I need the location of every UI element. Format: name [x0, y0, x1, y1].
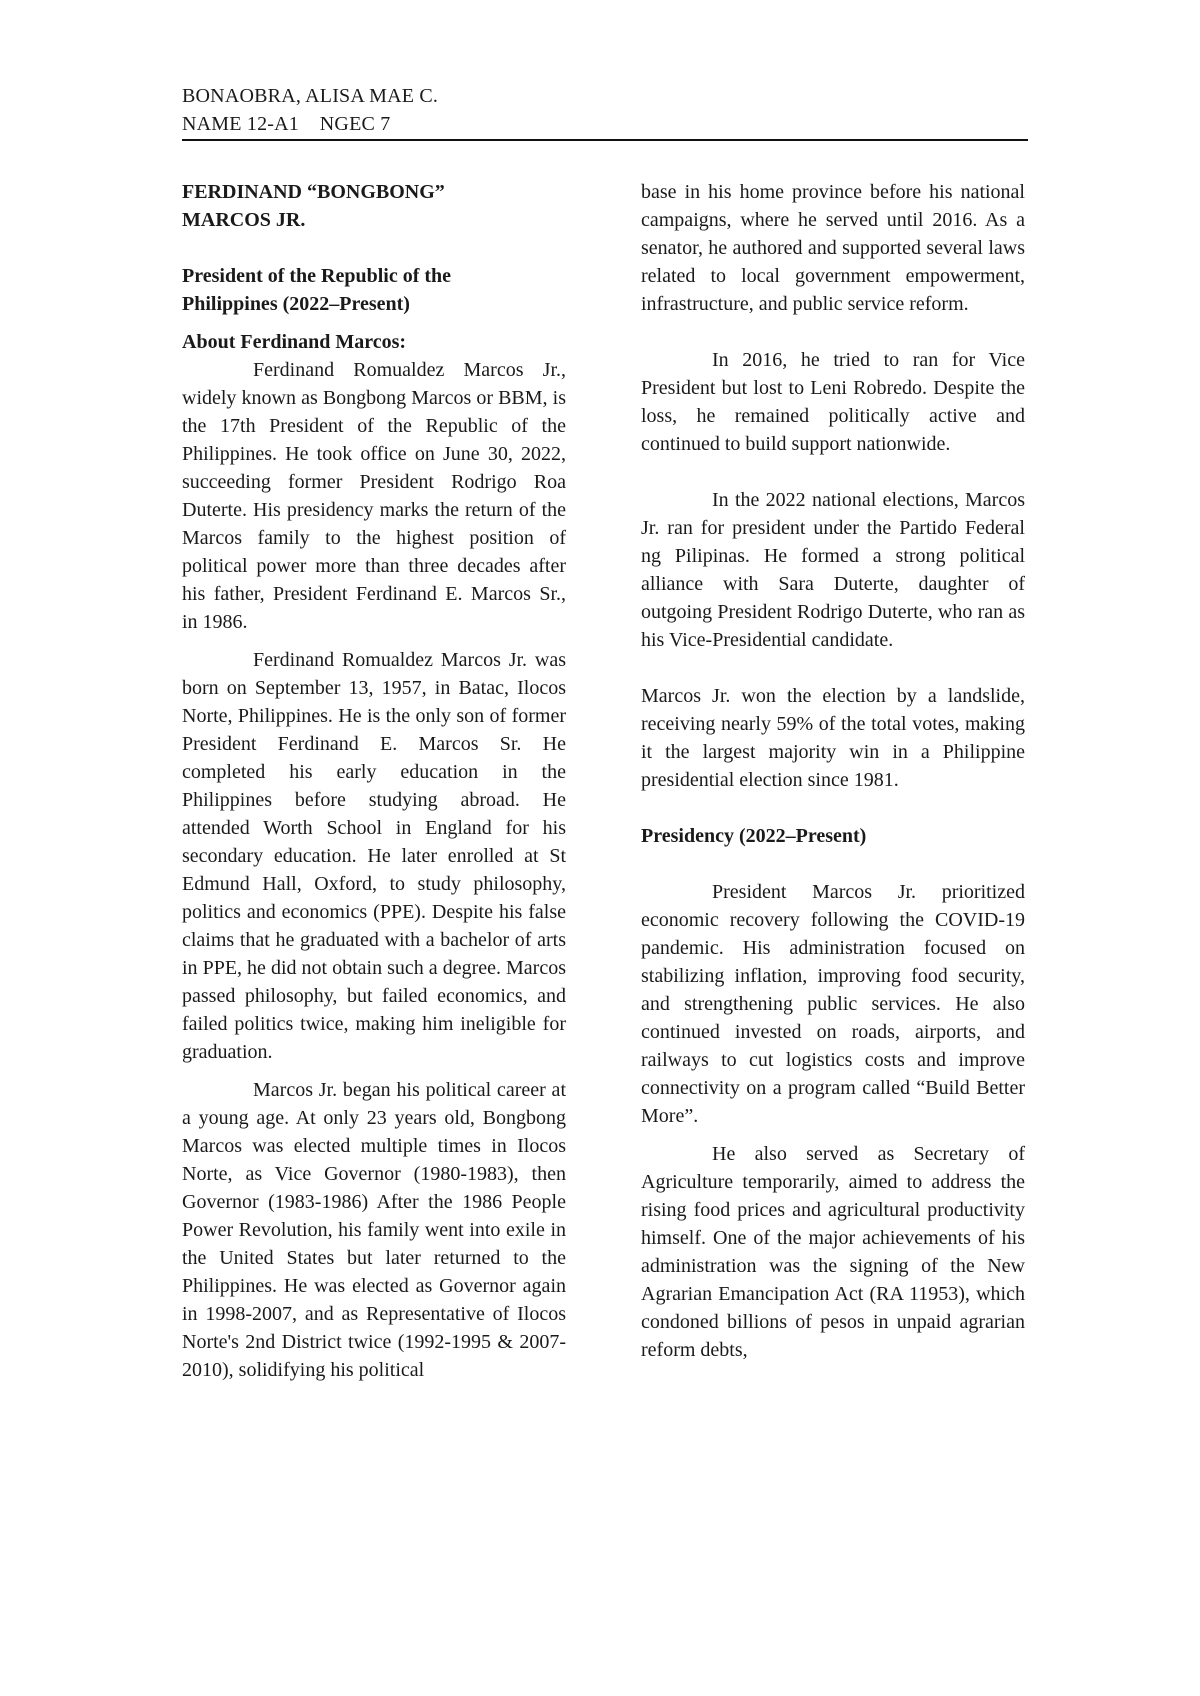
paragraph-agriculture: He also served as Secretary of Agriculture temporarily, aimed to address the rising food prices and agricultural productivity himself. One of the major achievements of his administration was the signing of the New Agrarian Emancipation Act (RA 11953), which condoned billions of pesos in unpaid agrarian reform debts,	[641, 1143, 1025, 1361]
paragraph-2016-election: In 2016, he tried to ran for Vice President but lost to Leni Robredo. Despite the loss, he remained politically active and continued to build support nationwide.	[641, 349, 1025, 455]
paragraph-election-results: Marcos Jr. won the election by a landslide, receiving nearly 59% of the total votes, making it the largest majority win in a Philippine presidential election since 1981.	[641, 685, 1025, 791]
document-header	[182, 82, 1028, 138]
left-column	[182, 178, 566, 1384]
document-title-line-2: MARCOS JR.	[182, 209, 306, 231]
paragraph-economic-recovery: President Marcos Jr. prioritized economic recovery following the COVID-19 pandemic. His administration focused on stabilizing inflation, improving food security, and strengthening public services. He also continued invested on roads, airports, and railways to cut logistics costs and improve connectivity on a program called “Build Better More”.	[641, 881, 1025, 1127]
paragraph-political-career: Marcos Jr. began his political career at a young age. At only 23 years old, Bongbong Marcos was elected multiple times in Ilocos Norte, as Vice Governor (1980-1983), then Governor (1983-1986) After the 1986 People Power Revolution, his family went into exile in the United States but later returned to the Philippines. He was elected as Governor again in 1998-2007, and as Representative of Ilocos Norte's 2nd District twice (1992-1995 & 2007-2010), solidifying his political	[182, 1079, 566, 1381]
document-title-line-1: FERDINAND “BONGBONG”	[182, 181, 445, 203]
right-column	[641, 178, 1025, 1364]
class-info: NAME 12-A1 NGEC 7	[182, 113, 391, 135]
presidency-heading: Presidency (2022–Present)	[641, 825, 867, 847]
paragraph-2022-election: In the 2022 national elections, Marcos Jr. ran for president under the Partido Federal ng Pilipinas. He formed a strong political alliance with Sara Duterte, daughter of outgoing President Rodrigo Duterte, who ran as his Vice-Presidential candidate.	[641, 489, 1025, 651]
about-heading: About Ferdinand Marcos:	[182, 331, 407, 353]
paragraph-early-life: Ferdinand Romualdez Marcos Jr. was born on September 13, 1957, in Batac, Ilocos Norte, Philippines. He is the only son of former President Ferdinand E. Marcos Sr. He completed his early education in the Philippines before studying abroad. He attended Worth School in England for his secondary education. He later enrolled at St Edmund Hall, Oxford, to study philosophy, politics and economics (PPE). Despite his false claims that he graduated with a bachelor of arts in PPE, he did not obtain such a degree. Marcos passed philosophy, but failed economics, and failed politics twice, making him ineligible for graduation.	[182, 649, 566, 1063]
header-divider	[182, 139, 1028, 141]
student-name: BONAOBRA, ALISA MAE C.	[182, 85, 439, 107]
paragraph-introduction: Ferdinand Romualdez Marcos Jr., widely known as Bongbong Marcos or BBM, is the 17th President of the Republic of the Philippines. He took office on June 30, 2022, succeeding former President Rodrigo Roa Duterte. His presidency marks the return of the Marcos family to the highest position of political power more than three decades after his father, President Ferdinand E. Marcos Sr., in 1986.	[182, 359, 566, 633]
paragraph-senate-career: base in his home province before his national campaigns, where he served until 2016. As a senator, he authored and supported several laws related to local government empowerment, infrastructure, and public service reform.	[641, 181, 1025, 315]
document-subtitle-line-2: Philippines (2022–Present)	[182, 293, 410, 315]
document-subtitle-line-1: President of the Republic of the	[182, 265, 452, 287]
